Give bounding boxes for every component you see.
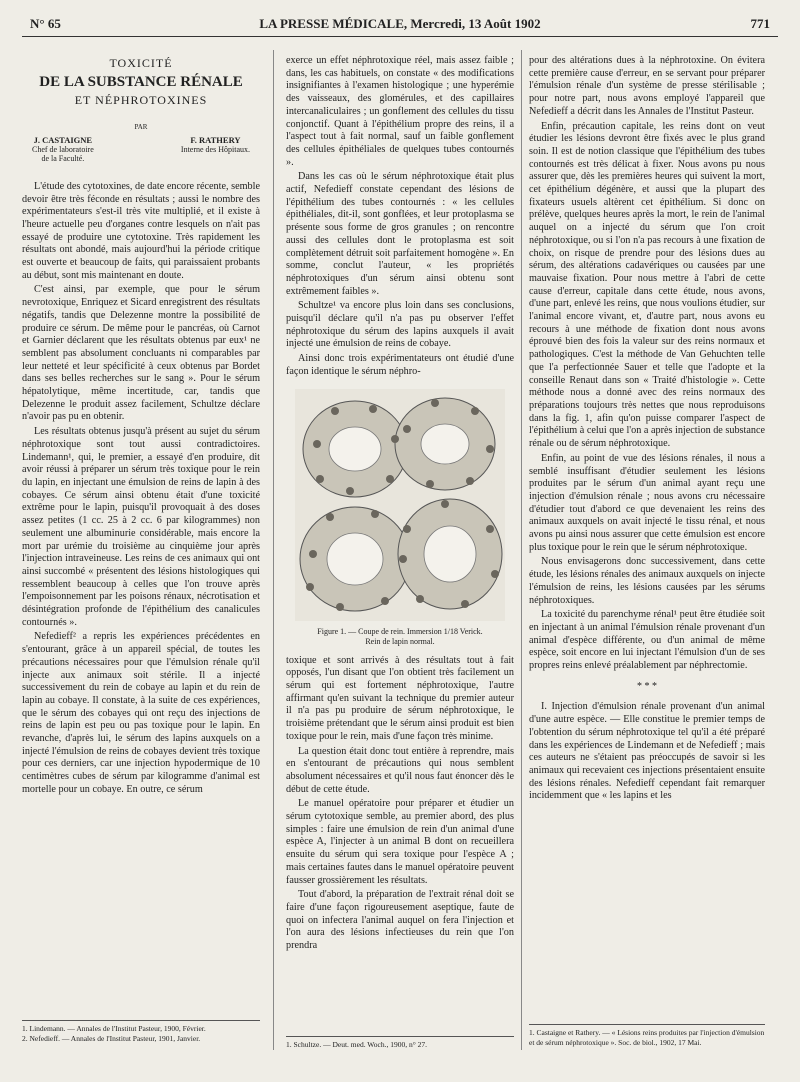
paragraph: Schultze¹ va encore plus loin dans ses conclusions, puisqu'il déclare qu'il n'a pas pu observer l'effet néphrotoxique du sérum des lapins auxquels il avait injecté une émulsion de reins de cobaye. [286,300,514,350]
footnote: 2. Nefedieff. — Annales de l'Institut Pasteur, 1901, Janvier. [22,1033,201,1043]
column-rule [273,50,274,1050]
journal-title: LA PRESSE MÉDICALE, Mercredi, 13 Août 1902 [259,16,541,31]
page-number: 771 [750,16,770,31]
footnote: 1. Schultze. — Deut. med. Woch., 1900, n° 27. [286,1040,427,1049]
footnote: 1. Castaigne et Rathery. — « Lésions reins produites par l'injection d'émulsion et de sérum néphrotoxique ». Soc. de biol., 1902, 17 Mai. [529,1028,765,1047]
figure-caption [286,627,514,647]
section-separator: * * * [637,680,657,692]
running-header [22,14,778,37]
footnotes-col3 [529,1024,765,1047]
author-role: Interne des Hôpitaux. [180,144,250,154]
paragraph: Dans les cas où le sérum néphrotoxique était plus actif, Nefedieff constate cependant des lésions de l'épithélium des tubes contournés : « les cellules épithéliales, dit-il, sont gonflées, et leur protoplasma se présente sous forme de gros granules ; on rencontre aussi des cellules dont le protoplasma est soit complètement détruit soit parfaitement homogène ». En somme, conclut l'auteur, « les propriétés néphrotoxiques d'un sérum ainsi obtenu sont extrêmement faibles ». [286,171,514,297]
paragraph: exerce un effet néphrotoxique réel, mais assez faible ; dans, les cas habituels, on constate « des modifications insignifiantes à l'examen histologique ; une hyperémie des vaisseaux, des glomérules, et des capillaires intercanaliculaires ; un gonflement des cellules du tissu conjonctif. Quant à l'épithélium propre des reins, il a l'aspect tout à fait normal, sauf un faible gonflement des cellules épithéliales de quelques tubes contournés ». [286,55,514,168]
kidney-section-figure [295,389,505,621]
footnotes-col2 [286,1036,514,1050]
paragraph: C'est ainsi, par exemple, que pour le sérum nevrotoxique, Enriquez et Sicard enregistrent des résultats négatifs, tandis que Delezenne montre la possibilité de produire ce sérum. De même pour le pancréas, où Carnot et Garnier déclarent que les résultats obtenus par eux¹ ne semblent pas absolument concluants ni comparables par leur netteté et leur spécificité à ceux obtenus par Bordet dans ses belles recherches sur le sang ». Pour le sérum hépatolytique, même incertitude, car, tandis que Delezenne le produit assez facilement, Schultze déclare n'avoir pas pu en obtenir. [22,284,260,423]
paragraph: pour des altérations dues à la néphrotoxine. On évitera cette première cause d'erreur, en se servant pour préparer l'émulsion rénale d'un système de presse stérilisable ; pour notre part, nous avons employé l'appareil que Nefedieff a décrit dans les Annales de l'Institut Pasteur. [529,55,765,117]
column-rule [521,50,522,1050]
article-subtitle: ET NÉPHROTOXINES [74,93,208,108]
byline-par: PAR [134,123,148,132]
paragraph: Les résultats obtenus jusqu'à présent au sujet du sérum néphrotoxique sont tout aussi contradictoires. Lindemann¹, qui, le premier, a essayé d'en produire, dit avoir réussi à préparer un sérum très toxique pour le rein du lapin, en injectant une émulsion de reins de lapin à des cobayes. Ce sérum ainsi obtenu était d'une toxicité extrême pour le lapin, puisqu'il provoquait à des doses assez petites (1 cc. 25 à 2 cc. 6 par kilogrammes) non seulement une albuminurie considérable, mais encore la mort par urémie du troisième au cinquième jour après l'injection intraveineuse. Les reins de ces animaux qui ont ainsi succombé « présentent des lésions histologiques qui ressemblent beaucoup à celles que l'on trouve après l'empoisonnement par les poisons rénaux, nécrotisation et désintégration profonde de l'épithélium des canalicules contournés ». [22,426,260,628]
author-name: J. CASTAIGNE [33,134,93,145]
paragraph: L'étude des cytotoxines, de date encore récente, semble devoir être très féconde en résultats ; aussi le nombre des expérimentateurs s'est-il très vite multiplié, et il existe à l'heure actuelle peu d'organes contre lesquels on n'ait pas essayé de produire une cytotoxine. Très rapidement les résultats ont abondé, mais aujourd'hui la période critique est ouverte et beaucoup de faits, qui paraissaient probants au début, sont mis maintenant en doute. [22,180,260,281]
paragraph: Nous envisagerons donc successivement, dans cette étude, les lésions rénales des animaux auxquels on injecte l'émulsion de reins, les lésions causées par les sérums néphrotoxiques. [529,556,765,606]
paragraph: toxique et sont arrivés à des résultats tout à fait opposés, l'un disant que l'on obtient très facilement un sérum qui est fortement néphrotoxique, l'autre affirmant qu'en suivant la technique du premier auteur il n'a pas pu produire de sérum néphrotoxique, le troisième prétendant que le sérum ainsi produit est bien toxique pour le rein, mais d'une façon très minime. [286,654,514,742]
author-name: F. RATHERY [190,134,241,145]
paragraph: Nefedieff² a repris les expériences précédentes en s'entourant, grâce à un appareil spécial, de toutes les précautions nécessaires pour que l'émulsion rénale qu'il injecte aux animaux soit stérile. Il a injecté successivement du rein de cobaye au lapin et du rein de lapin au cobaye. Il constate, à la suite de ces expériences, que le sérum des cobayes qui ont reçu des injections de reins de lapin est peu ou pas toxique pour le lapin. En revanche, d'après lui, le sérum des lapins auxquels on a injecté l'émulsion de reins de cobayes devient très toxique pour ces derniers, car une injection hypodermique de 10 centimètres cubes de sérum par kilogramme d'animal est mortelle pour un cobaye. En outre, ce sérum [22,631,260,795]
column-2 [286,55,514,955]
paragraph: Ainsi donc trois expérimentateurs ont étudié d'une façon identique le sérum néphro- [286,353,514,377]
footnotes-col1 [22,1020,260,1043]
paragraph: Enfin, précaution capitale, les reins dont on veut étudier les lésions devront être fixés avec le plus grand soin. Il est de notion classique que l'épithélium des tubes contournés est très délicat à fixer. Nous avons pu nous assurer que, dès les premières heures qui suivent la mort, cet épithélium dégénère, et aussi que la plupart des fixateurs usuels altèrent cet épithélium. Si donc on prélève, quelques heures après la mort, le rein de l'animal auquel on a injecté du sérum que l'on croit néphrotoxique, ou si l'on n'a pas recours à une fixation de choix, on risque de prendre pour des lésions dues au sérum, des altérations cadavériques ou causées par une mauvaise fixation. Pour nous mettre à l'abri de cette cause d'erreur, capitale dans cette étude, nous avons, d'une part, enlevé les reins, que nous voulions étudier, sur l'animal encore vivant, et, d'autre part, nous avons eu recours à une méthode de fixation dont nous avons éprouvé bien des fois la valeur sur des reins normaux et pathologiques. C'est la méthode de Van Gehuchten telle que l'a perfectionnée Sauer et telle que l'adopte et la conseille Renaut dans son « Traité d'histologie ». Cette méthode nous a donné avec des reins normaux des préparations toujours très nettes que nous reproduisons dans la fig. 1, afin qu'on puisse comparer l'aspect de l'épithélium à celui que l'on a après injection de substance rénale ou de sérum néphrotoxique. [529,120,765,450]
paragraph: La toxicité du parenchyme rénal¹ peut être étudiée soit en injectant à un animal l'émulsion rénale provenant d'un animal d'espèce différente, ou d'un animal de même espèce, soit encore en lui injectant l'émulsion d'un de ses propres reins enlevé préalablement par néphrectomie. [529,609,765,672]
figure-caption-line: Figure 1. — Coupe de rein. Immersion 1/18 Verick. [317,626,483,636]
paragraph: Tout d'abord, la préparation de l'extrait rénal doit se faire d'une façon rigoureusement aseptique, faute de quoi on infectera l'animal auquel on fera l'injection et l'on aura des lésions infectieuses du rein que l'on prendra [286,889,514,952]
authors [32,136,250,163]
column-3 [529,55,765,805]
author-role: Chef de laboratoire [32,144,94,154]
micrograph-illustration [295,389,505,621]
paragraph: Enfin, au point de vue des lésions rénales, il nous a semblé insuffisant d'étudier seulement les lésions produites par le sérum d'un animal ayant reçu une injection d'émulsion rénale ; nous avons cru nécessaire d'étudier tout d'abord ce que devenaient les reins des animaux auxquels on avait injecté le tissu rénal, et nous avons pu ainsi nous assurer que cette émulsion est encore plus toxique pour le rein que le sérum néphrotoxique. [529,452,765,553]
issue-number: N° 65 [30,16,61,31]
author-1 [32,136,94,163]
article-kicker: TOXICITÉ [109,56,173,70]
article-title: DE LA SUBSTANCE RÉNALE [39,73,243,90]
footnote: 1. Lindemann. — Annales de l'Institut Pasteur, 1900, Février. [22,1024,206,1033]
column-1 [22,55,260,799]
author-role: de la Faculté. [41,153,85,163]
paragraph: I. Injection d'émulsion rénale provenant d'un animal d'une autre espèce. — Elle constitue le premier temps de l'obtention du sérum néphrotoxique tel qu'il a été préparé dans les expériences de Lindemann et de Nefedieff ; mais ces auteurs ne s'étaient pas préoccupés de savoir si les animaux qui recevaient ces injections présentaient ensuite des lésions rénales. Nefedieff cependant fait remarquer incidemment que « les lapins et les [529,701,765,802]
figure-caption-line: Rein de lapin normal. [365,636,435,646]
paragraph: Le manuel opératoire pour préparer et étudier un sérum cytotoxique semble, au premier abord, des plus simples : faire une émulsion de rein d'un animal d'une espèce A, l'injecter à un animal B dont on recueillera ensuite du sérum qui sera toxique pour l'espèce A ; mais certaines fautes dans le manuel opératoire peuvent fausser grossièrement les résultats. [286,798,514,886]
paragraph: La question était donc tout entière à reprendre, mais en s'entourant de précautions qui nous semblent absolument nécessaires et qu'il nous faut énoncer dès le début de cette étude. [286,745,514,795]
author-2 [181,136,250,163]
